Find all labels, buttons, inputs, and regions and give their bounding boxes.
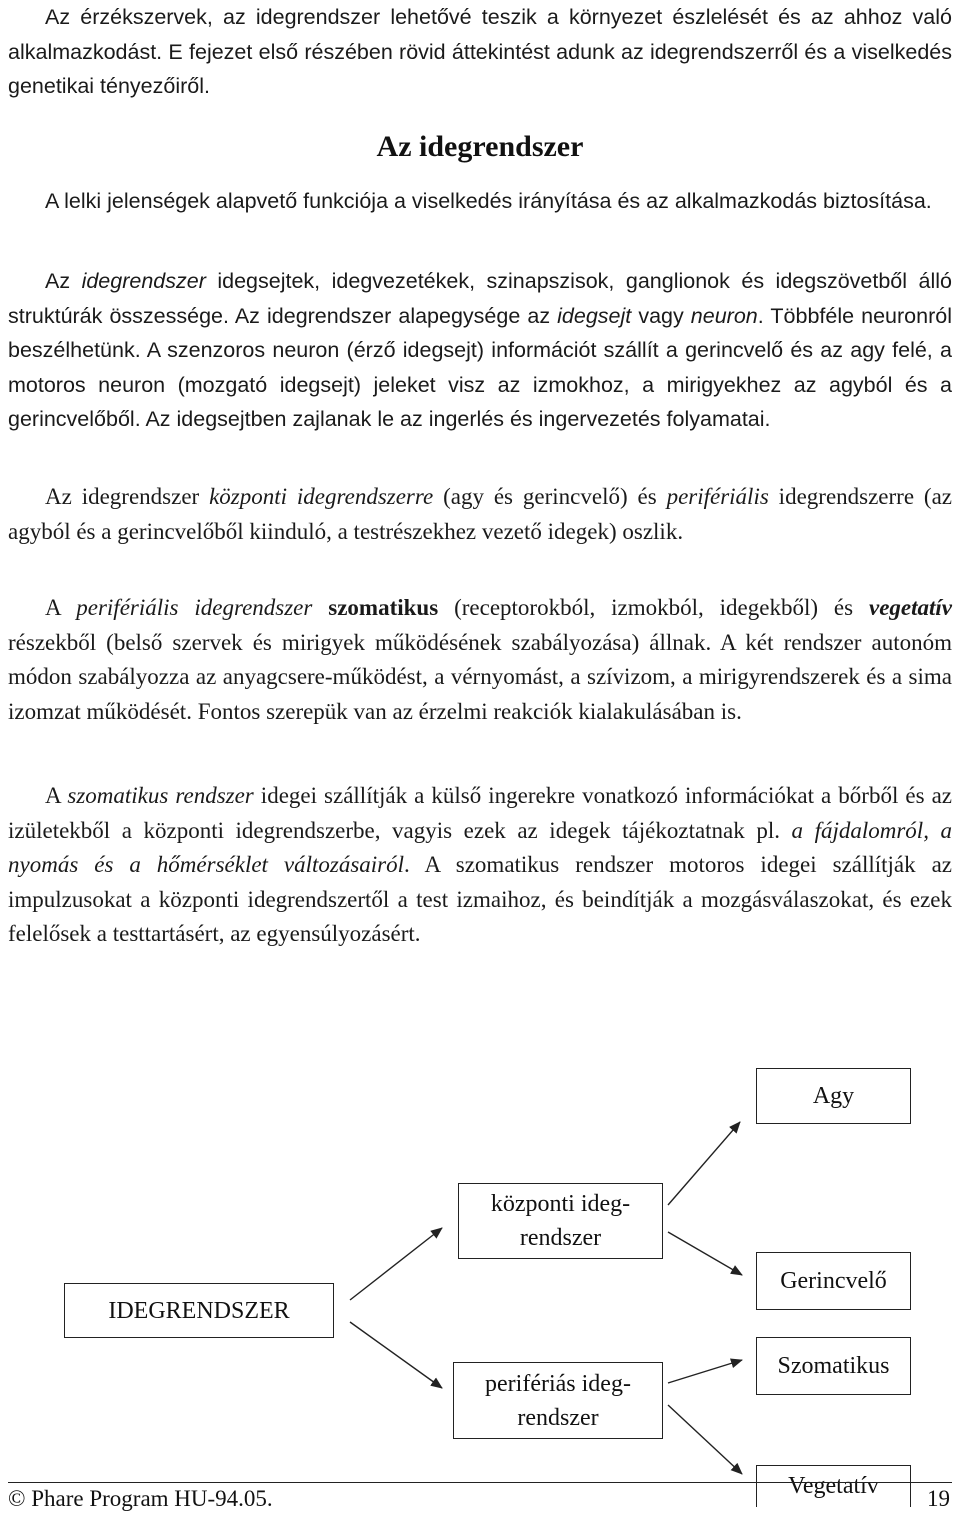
p2-term-idegsejt: idegsejt: [557, 303, 632, 328]
arrow-central-to-brain: [668, 1122, 740, 1205]
paragraph-1-text: A lelki jelenségek alapvető funkciója a viselkedés irányítása és az alkalmazkodás biztosítása.: [45, 189, 932, 213]
section-title: Az idegrendszer: [376, 130, 584, 163]
arrow-peripheral-to-somatic: [668, 1360, 742, 1383]
box-agy: Agy: [756, 1068, 911, 1124]
p2-term-neuron: neuron: [690, 303, 758, 328]
arrow-peripheral-to-autonomic: [668, 1405, 742, 1474]
page-number: 19: [927, 1486, 950, 1511]
p3-term-kozponti: központi idegrendszerre: [209, 484, 434, 509]
intro-text: Az érzékszervek, az idegrendszer lehetővé teszik a környezet észlelését és az ahhoz való alkalmazkodást. E fejezet első részében rövid áttekintést adunk az idegrendszerről és a viselkedés genetikai tényezőiről.: [8, 5, 952, 99]
box-kozponti-idegrendszer: központi ideg- rendszer: [458, 1183, 663, 1259]
arrow-central-to-spinal: [668, 1232, 742, 1275]
p4-term-vegetativ: vegetatív: [869, 595, 953, 620]
p2-seg: vagy: [631, 303, 691, 328]
box-idegrendszer: IDEGRENDSZER: [64, 1283, 334, 1338]
p5-seg: idegei szállítják a külső ingerekre vonatkozó információkat a bőrből és az izületekből a központi idegrendszerbe, vagyis ezek az idegek tájékoztatnak pl.: [8, 783, 952, 843]
arrow-root-to-central: [350, 1228, 442, 1300]
p2-seg: idegsejtek, idegvezetékek, szinapszisok, ganglionok és idegszövetből álló struktúrák összessége. Az idegrendszer alapegysége az: [8, 269, 952, 328]
p3-seg: Az idegrendszer: [45, 484, 210, 509]
footer-rule: [8, 1482, 952, 1483]
p2-seg: . Többféle neuronról beszélhetünk. A szenzoros neuron (érző idegsejt) információt szállít a gerincvelő és az agy felé, a motoros neuron (mozgató idegsejt) jeleket visz az izmokhoz, a mirigyekhez az agyból és a gerincvelőből. Az idegsejtben zajlanak le az ingerlés és ingervezetés folyamatai.: [8, 303, 952, 432]
box-vegetativ: Vegetatív: [756, 1465, 911, 1507]
p4-term-szomatikus: szomatikus: [328, 595, 439, 620]
p5-term-szomatikus-rendszer: szomatikus rendszer: [67, 783, 254, 808]
p4-seg: (receptorokból, izmokból, idegekből) és: [438, 595, 869, 620]
box-periferias-idegrendszer: perifériás ideg- rendszer: [453, 1362, 663, 1439]
box-szomatikus: Szomatikus: [756, 1337, 911, 1395]
p4-seg: A: [45, 595, 77, 620]
arrow-root-to-peripheral: [350, 1322, 442, 1388]
p2-seg: Az: [45, 269, 82, 293]
p2-term-idegrendszer: idegrendszer: [81, 269, 206, 293]
p5-term-example: a fájdalomról, a nyomás és a hőmérséklet változásairól: [8, 817, 952, 878]
p5-seg: A: [45, 783, 68, 808]
footer-copyright: © Phare Program HU-94.05.: [8, 1486, 273, 1511]
p3-seg: idegrendszerre (az agyból és a gerincvelőből kiinduló, a testrészekhez vezető idegek) oszlik.: [8, 484, 953, 544]
box-gerincvelo: Gerincvelő: [756, 1252, 911, 1310]
p5-seg: . A szomatikus rendszer motoros idegei szállítják az impulzusokat a központi idegrendszertől a test izmaihoz, és beindítják a mozgásválaszokat, és ezek felelősek a testtartásért, az egyensúlyozásért.: [8, 852, 952, 947]
p4-term-periferialis-idegrendszer: perifériális idegrendszer: [76, 595, 313, 620]
p3-term-periferialis: perifériális: [666, 484, 769, 509]
p4-seg: részekből (belső szervek és mirigyek működésének szabályozása) állnak. A két rendszer autonóm módon szabályozza az anyagcsere-működést, a vérnyomást, a szívizom, a mirigyrendszerek és a sima izomzat működését. Fontos szerepük van az érzelmi reakciók kialakulásában is.: [8, 629, 952, 724]
p3-seg: (agy és gerincvelő) és: [433, 484, 667, 509]
